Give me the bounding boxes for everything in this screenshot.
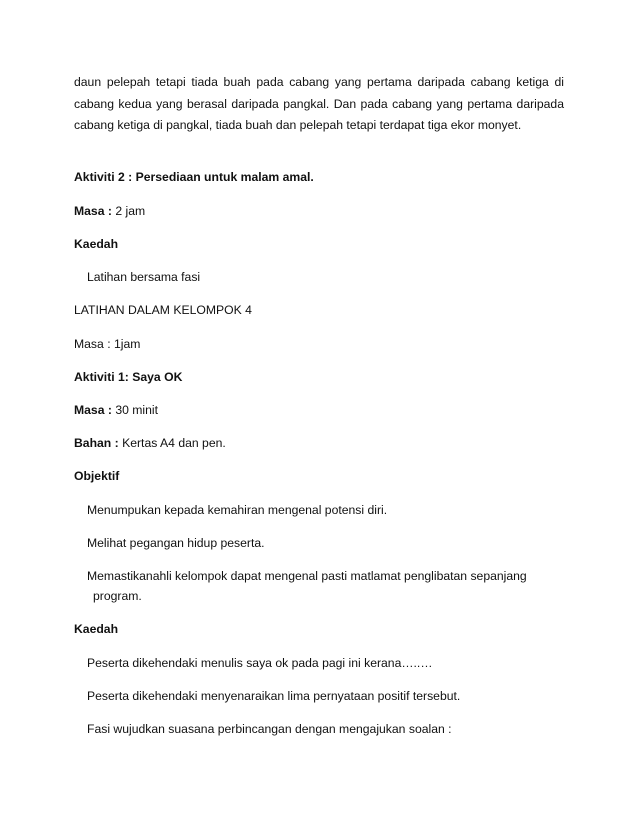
objektif-item: Memastikanahli kelompok dapat mengenal pasti matlamat penglibatan sepanjang (87, 569, 527, 583)
objektif-heading (74, 468, 119, 484)
aktiviti-1-heading-text: Aktiviti 1: Saya OK (74, 370, 183, 384)
masa-value: 2 jam (111, 204, 146, 218)
bahan-line (74, 435, 226, 451)
bahan-label: Bahan : (74, 436, 119, 450)
kaedah-2-heading (74, 621, 118, 637)
bahan-value: Kertas A4 dan pen. (118, 436, 226, 450)
masa-value: 30 minit (111, 403, 158, 417)
objektif-item-continuation: program. (93, 589, 142, 603)
latihan-fasi-text: Latihan bersama fasi (87, 270, 201, 284)
aktiviti-2-heading-text: Aktiviti 2 : Persediaan untuk malam amal. (74, 170, 314, 184)
kaedah-item: Peserta dikehendaki menulis saya ok pada pagi ini kerana…..… (87, 656, 433, 670)
kaedah-item: Peserta dikehendaki menyenaraikan lima pernyataan positif tersebut. (87, 689, 461, 703)
aktiviti-2-heading (74, 169, 314, 185)
kaedah-item: Fasi wujudkan suasana perbincangan dengan mengajukan soalan : (87, 722, 452, 736)
kaedah-heading (74, 236, 118, 252)
masa-2-jam (74, 203, 145, 219)
latihan-kelompok-heading: LATIHAN DALAM KELOMPOK 4 (74, 303, 252, 317)
kaedah-2-heading-text: Kaedah (74, 622, 119, 636)
objektif-item: Melihat pegangan hidup peserta. (87, 536, 265, 550)
masa-label: Masa : (74, 403, 112, 417)
masa-1jam-text: Masa : 1jam (74, 337, 141, 351)
aktiviti-1-heading (74, 369, 182, 385)
intro-paragraph: daun pelepah tetapi tiada buah pada cabang yang pertama daripada cabang ketiga di cabang kedua yang berasal daripada pangkal. Dan pada cabang yang pertama daripada cabang ketiga di pangkal, tiada buah dan pelepah tetapi terdapat tiga ekor monyet. (74, 75, 564, 133)
kaedah-heading-text: Kaedah (74, 237, 119, 251)
objektif-heading-text: Objektif (74, 469, 120, 483)
objektif-item: Menumpukan kepada kemahiran mengenal potensi diri. (87, 503, 388, 517)
masa-30-minit (74, 402, 158, 418)
masa-label: Masa : (74, 204, 112, 218)
